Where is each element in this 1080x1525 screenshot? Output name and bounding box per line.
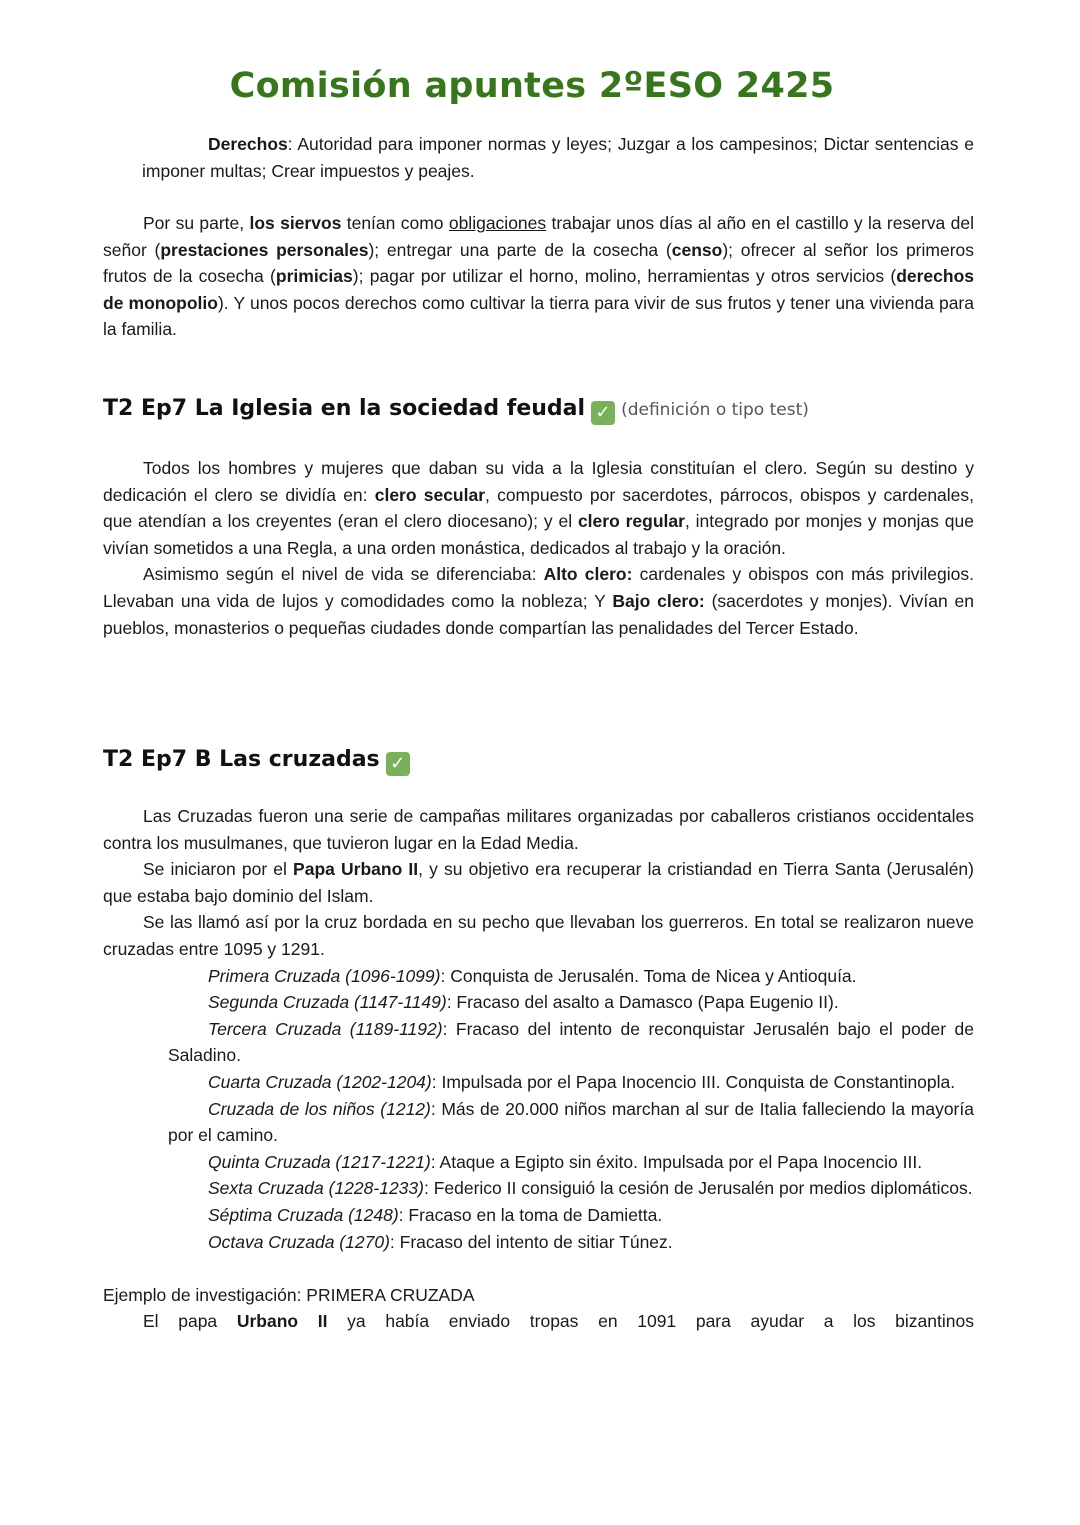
text-run: (sacerdotes y monjes). Vivían en pueblos, monasterios o pequeñas ciudades donde compartían las penalidades del Tercer Estado.: [103, 590, 974, 638]
crusade-name: Sexta Cruzada (1228-1233): [208, 1178, 424, 1199]
crusade-item: [168, 1096, 974, 1149]
text-run: ya había enviado tropas en 1091 para ayudar a los bizantinos: [327, 1311, 974, 1332]
text-run: : Impulsada por el Papa Inocencio III. Conquista de Constantinopla.: [431, 1071, 956, 1092]
cruzadas-section-body: [103, 803, 974, 1335]
text-run: cardenales y obispos con más privilegios. Llevaban una vida de lujos y comodidades como la nobleza; Y: [103, 564, 974, 611]
text-run: Asimismo según el nivel de vida se diferenciaba:: [143, 564, 544, 585]
text-run: trabajar unos días al año en el castillo y la reserva del señor (: [103, 213, 974, 260]
derechos-paragraph: [142, 131, 974, 184]
text-run: : Ataque a Egipto sin éxito. Impulsada por el Papa Inocencio III.: [430, 1151, 923, 1172]
crusade-item: [168, 1069, 974, 1096]
crusade-item: [168, 1016, 974, 1069]
text-run: Ejemplo de investigación: PRIMERA CRUZADA: [103, 1284, 475, 1305]
bold-term: Papa Urbano II: [293, 859, 419, 880]
siervos-paragraph: [103, 210, 974, 343]
bold-term: Derechos: [208, 134, 288, 154]
text-run: : Conquista de Jerusalén. Toma de Nicea y Antioquía.: [440, 965, 857, 986]
text-run: : Fracaso del intento de reconquistar Jerusalén bajo el poder de Saladino.: [168, 1018, 974, 1066]
text-run: Se iniciaron por el: [143, 859, 294, 880]
text-run: : Más de 20.000 niños marchan al sur de Italia falleciendo la mayoría por el camino.: [168, 1098, 974, 1146]
text-run: , y su objetivo era recuperar la cristiandad en Tierra Santa (Jerusalén) que estaba bajo dominio del Islam.: [103, 859, 974, 906]
text-run: ); entregar una parte de la cosecha (: [368, 239, 672, 260]
bold-term: los siervos: [249, 213, 342, 233]
bold-term: prestaciones personales: [160, 239, 369, 260]
crusade-name: Primera Cruzada (1096-1099): [208, 965, 441, 986]
bold-term: Bajo clero:: [612, 590, 705, 611]
check-mark-icon: ✓: [591, 401, 615, 425]
crusade-name: Octava Cruzada (1270): [208, 1231, 390, 1252]
crusade-item: [168, 989, 974, 1016]
crusade-name: Segunda Cruzada (1147-1149): [208, 992, 447, 1013]
crusade-item: [168, 1202, 974, 1229]
text-run: , integrado por monjes y monjas que vivían sometidos a una Regla, a una orden monástica, dedicados al trabajo y la oración.: [103, 511, 974, 558]
bold-term: clero secular: [374, 484, 486, 505]
check-mark-icon: ✓: [386, 752, 410, 776]
text-run: , compuesto por sacerdotes, párrocos, obispos y cardenales, que atendían a los creyentes (eran el clero diocesano); y el: [103, 484, 975, 532]
text-run: : Autoridad para imponer normas y leyes; Juzgar a los campesinos; Dictar sentencias e imponer multas; Crear impuestos y peajes.: [142, 134, 974, 181]
text-run: : Federico II consiguió la cesión de Jerusalén por medios diplomáticos.: [423, 1178, 973, 1199]
bold-term: Urbano II: [236, 1311, 328, 1332]
crusade-name: Séptima Cruzada (1248): [208, 1204, 399, 1225]
text-run: : Fracaso del asalto a Damasco (Papa Eugenio II).: [446, 992, 839, 1013]
text-run: Las Cruzadas fueron una serie de campañas militares organizadas por caballeros cristianos occidentales contra los musulmanes, que tuvieron lugar en la Edad Media.: [103, 806, 974, 853]
crusade-item: [168, 1229, 974, 1256]
bold-term: clero regular: [577, 511, 685, 532]
heading-note: (definición o tipo test): [621, 400, 809, 420]
crusades-list: [168, 963, 974, 1256]
text-run: Por su parte,: [143, 213, 250, 233]
section-heading-cruzadas: [103, 747, 410, 776]
bold-term: Alto clero:: [543, 564, 633, 585]
text-run: ); ofrecer al señor los primeros frutos de la cosecha (: [103, 239, 975, 287]
heading-text: T2 Ep7 La Iglesia en la sociedad feudal: [103, 396, 586, 421]
bold-term: primicias: [275, 266, 353, 287]
underlined-term: obligaciones: [448, 213, 547, 233]
text-run: : Fracaso del intento de sitiar Túnez.: [389, 1231, 673, 1252]
heading-text: T2 Ep7 B Las cruzadas: [103, 747, 380, 772]
text-run: ). Y unos pocos derechos como cultivar la tierra para vivir de sus frutos y tener una vivienda para la familia.: [103, 292, 974, 340]
crusade-name: Cruzada de los niños (1212): [208, 1098, 431, 1119]
text-run: tenían como: [341, 213, 449, 233]
bold-term: derechos de monopolio: [103, 266, 974, 313]
section-heading-iglesia: [103, 396, 809, 425]
crusade-item: [168, 963, 974, 990]
iglesia-section-body: [103, 455, 974, 641]
bold-term: censo: [671, 239, 723, 260]
page-title: Comisión apuntes 2ºESO 2425: [229, 66, 835, 106]
crusade-name: Cuarta Cruzada (1202-1204): [208, 1071, 432, 1092]
crusade-name: Tercera Cruzada (1189-1192): [208, 1018, 443, 1039]
crusade-item: [168, 1175, 974, 1202]
text-run: Se las llamó así por la cruz bordada en su pecho que llevaban los guerreros. En total se realizaron nueve cruzadas entre 1095 y 1291.: [103, 912, 974, 959]
text-run: ); pagar por utilizar el horno, molino, herramientas y otros servicios (: [352, 266, 897, 287]
crusade-item: [168, 1149, 974, 1176]
crusade-name: Quinta Cruzada (1217-1221): [208, 1151, 431, 1172]
text-run: Todos los hombres y mujeres que daban su vida a la Iglesia constituían el clero. Según su destino y dedicación el clero se dividía en:: [103, 458, 974, 505]
text-run: El papa: [143, 1311, 237, 1332]
text-run: : Fracaso en la toma de Damietta.: [398, 1204, 663, 1225]
